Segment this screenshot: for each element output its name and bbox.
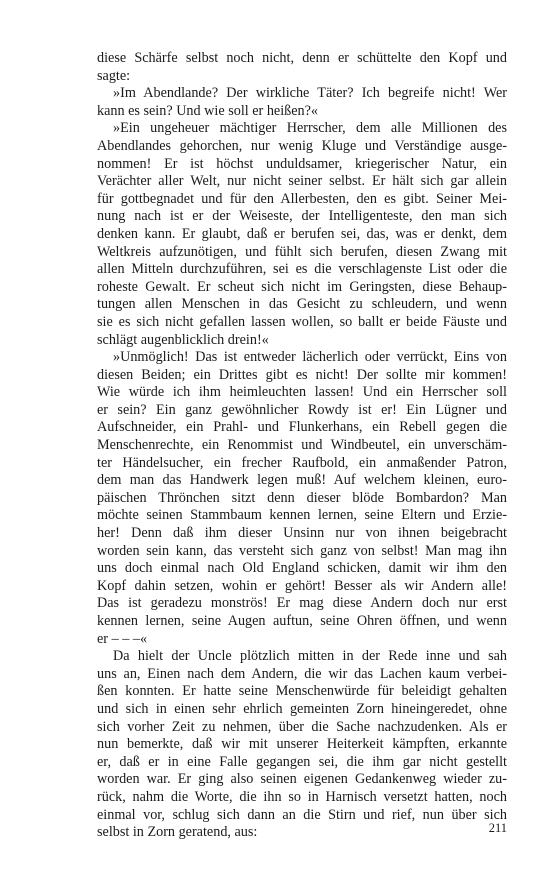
book-page <box>97 50 507 842</box>
text-line: »Im Abendlande? Der wirkliche Täter? Ich begreife nicht! Wer <box>113 85 507 102</box>
text-line: nommen! Er ist höchst unduldsamer, kriegerischer Natur, ein <box>97 155 507 172</box>
text-line: worden war. Er ging also seinen eigenen Gedankenweg wieder zu- <box>97 771 507 788</box>
text-line: tungen allen Menschen in das Gesicht zu schleudern, und wenn <box>97 296 507 313</box>
text-line: dem man das Handwerk legen muß! Auf welchem kleinen, euro- <box>97 472 507 489</box>
text-line: worden sein kann, das versteht sich ganz von selbst! Man mag ihn <box>97 542 507 559</box>
text-line: Verächter aller Welt, nur nicht seiner selbst. Er hält sich gar allein <box>97 173 507 190</box>
text-line: er sein? Ein ganz gewöhnlicher Rowdy ist er! Ein Lügner und <box>97 401 507 418</box>
text-line: Menschenrechte, ein Renommist und Windbeutel, ein unverschäm- <box>97 437 507 454</box>
text-line: schlägt augenblicklich drein!« <box>97 331 269 348</box>
text-line: uns an, Einen nach dem Andern, die wir das Lachen kaum verbei- <box>97 665 507 682</box>
text-line: nun bemerkte, daß wir mit unserer Heiterkeit kämpften, erkannte <box>97 736 507 753</box>
text-line: sagte: <box>97 67 131 84</box>
text-line: kann es sein? Und wie soll er heißen?« <box>97 102 319 119</box>
text-line: möchte seinen Stammbaum kennen lernen, seine Eltern und Erzie- <box>97 507 507 524</box>
text-line: Da hielt der Uncle plötzlich mitten in der Rede inne und sah <box>113 648 507 665</box>
text-line: sich vorher Zeit zu nehmen, über die Sache nachzudenken. Als er <box>97 718 507 735</box>
text-line: uns doch einmal nach Old England schicken, damit wir ihm den <box>97 560 507 577</box>
text-line: kennen lernen, seine Augen auftun, seine Ohren öffnen, und wenn <box>97 613 507 629</box>
text-line: diesen Beiden; ein Drittes gibt es nicht! Der sollte mir kommen! <box>97 366 507 383</box>
text-line: Das ist geradezu monströs! Er mag diese Andern doch nur erst <box>97 595 507 612</box>
text-line: Weltkreis aufzunötigen, und fühlt sich berufen, diesen Zwang mit <box>97 243 507 260</box>
text-line: denken kann. Er glaubt, daß er berufen sei, das, was er denkt, dem <box>97 225 507 242</box>
text-line: päischen Thrönchen sitzt denn dieser blöde Bombardon? Man <box>97 489 507 506</box>
text-line: nung nach ist er der Weiseste, der Intelligenteste, den man sich <box>97 208 507 225</box>
text-line: Kopf dahin setzen, wohin er gehört! Besser als wir Andern alle! <box>97 577 507 594</box>
page-number: 211 <box>488 821 507 835</box>
text-line: ßen konnten. Er hatte seine Menschenwürde für beleidigt gehalten <box>97 683 507 700</box>
text-line: her! Denn daß ihm dieser Unsinn nur von ihnen beigebracht <box>97 525 507 542</box>
text-line: »Ein ungeheuer mächtiger Herrscher, dem alle Millionen des <box>113 120 507 137</box>
text-line: er, daß er in eine Falle gegangen sei, die ihm gar nicht gestellt <box>97 753 507 770</box>
text-line: »Unmöglich! Das ist entweder lächerlich oder verrückt, Eins von <box>113 349 507 366</box>
text-line: Abendlandes gehorchen, nur wenig Kluge und Verständige ausge- <box>97 137 507 154</box>
text-line: roheste Gewalt. Er scheut sich nicht im Geringsten, diese Behaup- <box>97 278 507 295</box>
text-line: einmal vor, schlug sich dann an die Stirn und rief, nun über sich <box>97 806 507 823</box>
text-line: Wie würde ich ihm heimleuchten lassen! Und ein Herrscher soll <box>97 384 507 401</box>
text-line: rück, nahm die Worte, die ihn so in Harnisch versetzt hatten, noch <box>97 788 507 805</box>
text-line: und sich in einen sehr ehrlich gemeinten Zorn hineingeredet, ohne <box>97 700 507 717</box>
text-line: Aufschneider, ein Prahl- und Flunkerhans, ein Rebell gegen die <box>97 419 507 436</box>
text-line: ter Händelsucher, ein frecher Raufbold, ein anmaßender Patron, <box>97 454 507 471</box>
text-line: diese Schärfe selbst noch nicht, denn er schüttelte den Kopf und <box>97 50 507 66</box>
text-line: selbst in Zorn geratend, aus: <box>97 824 258 841</box>
text-line: sie es sich nicht gefallen lassen wollen, so ballt er beide Fäuste und <box>97 313 507 330</box>
text-line: allen Mitteln durchzuführen, sei es die verschlagenste List oder die <box>97 261 507 278</box>
body-text <box>97 50 507 842</box>
text-line: für gottbegnadet und für den Allerbesten, den es gibt. Seiner Mei- <box>97 190 507 207</box>
text-line: er – – –« <box>97 630 148 647</box>
